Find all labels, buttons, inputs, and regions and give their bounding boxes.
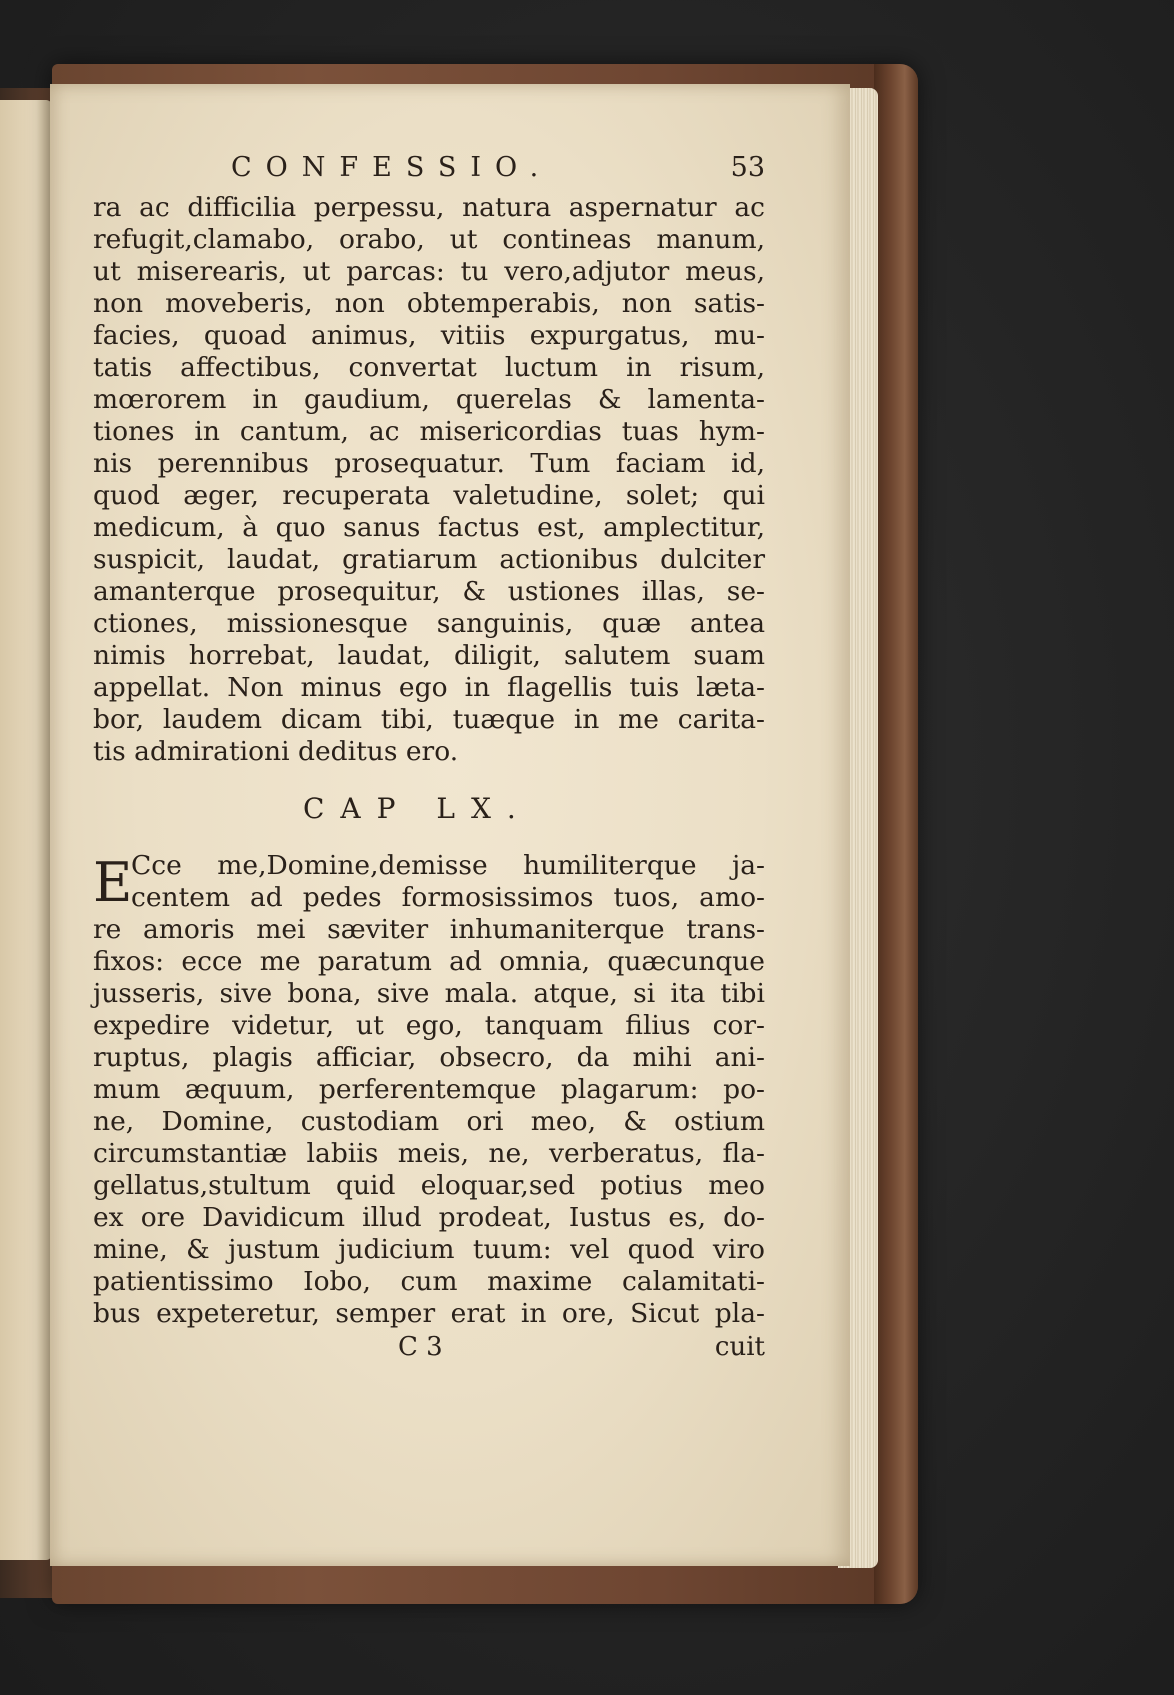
catchword: cuit	[714, 1332, 765, 1362]
text-line: quod æger, recuperata valetudine, solet; qui	[93, 480, 765, 511]
text-line: bor, laudem dicam tibi, tuæque in me carita-	[93, 704, 765, 735]
cover-fore-edge	[874, 64, 918, 1604]
book-page	[50, 84, 850, 1566]
text-line: jusseris, sive bona, sive mala. atque, si ita tibi	[93, 978, 765, 1009]
text-line: tatis affectibus, convertat luctum in risum,	[93, 352, 765, 383]
text-line: ctiones, missionesque sanguinis, quæ antea	[93, 608, 765, 639]
running-head-title: CONFESSIO.	[231, 152, 553, 183]
text-line: tiones in cantum, ac misericordias tuas hym-	[93, 416, 765, 447]
text-line: Cce me,Domine,demisse humiliterque ja-	[131, 850, 765, 881]
text-line: amanterque prosequitur, & ustiones illas, se-	[93, 576, 765, 607]
paragraph-continued	[93, 192, 765, 768]
text-line: ne, Domine, custodiam ori meo, & ostium	[93, 1106, 765, 1137]
chapter-heading: CAP LX.	[303, 792, 532, 825]
facing-page-edge	[0, 100, 52, 1560]
text-line: nimis horrebat, laudat, diligit, salutem suam	[93, 640, 765, 671]
text-line: bus expeteretur, semper erat in ore, Sicut pla-	[93, 1298, 765, 1329]
text-line: circumstantiæ labiis meis, ne, verberatus, fla-	[93, 1138, 765, 1169]
text-line: fixos: ecce me paratum ad omnia, quæcunque	[93, 946, 765, 977]
text-block	[93, 152, 765, 1366]
running-head	[93, 152, 765, 192]
text-line: mœrorem in gaudium, querelas & lamenta-	[93, 384, 765, 415]
drop-cap: E	[93, 851, 133, 914]
text-line: nis perennibus prosequatur. Tum faciam id,	[93, 448, 765, 479]
page-footer	[93, 1332, 765, 1366]
text-line: refugit,clamabo, orabo, ut contineas manum,	[93, 224, 765, 255]
text-line: patientissimo Iobo, cum maxime calamitati-	[93, 1266, 765, 1297]
text-line: ex ore Davidicum illud prodeat, Iustus es, do-	[93, 1202, 765, 1233]
chapter-paragraph	[93, 850, 765, 1330]
text-line: expedire videtur, ut ego, tanquam filius cor-	[93, 1010, 765, 1041]
text-line: centem ad pedes formosissimos tuos, amo-	[131, 882, 765, 913]
text-line: ruptus, plagis afficiar, obsecro, da mihi ani-	[93, 1042, 765, 1073]
text-line: ut miserearis, ut parcas: tu vero,adjutor meus,	[93, 256, 765, 287]
text-line: tis admirationi deditus ero.	[93, 736, 459, 767]
text-line: ra ac difficilia perpessu, natura aspernatur ac	[93, 192, 765, 223]
text-line: medicum, à quo sanus factus est, amplectitur,	[93, 512, 765, 543]
text-line: suspicit, laudat, gratiarum actionibus dulciter	[93, 544, 765, 575]
text-line: re amoris mei sæviter inhumaniterque trans-	[93, 914, 765, 945]
text-line: mum æquum, perferentemque plagarum: po-	[93, 1074, 765, 1105]
text-line: facies, quoad animus, vitiis expurgatus, mu-	[93, 320, 765, 351]
text-line: appellat. Non minus ego in flagellis tuis læta-	[93, 672, 765, 703]
text-line: non moveberis, non obtemperabis, non satis-	[93, 288, 765, 319]
text-line: mine, & justum judicium tuum: vel quod viro	[93, 1234, 765, 1265]
text-line: gellatus,stultum quid eloquar,sed potius meo	[93, 1170, 765, 1201]
signature-mark: C 3	[398, 1332, 443, 1362]
page-number: 53	[730, 152, 765, 183]
